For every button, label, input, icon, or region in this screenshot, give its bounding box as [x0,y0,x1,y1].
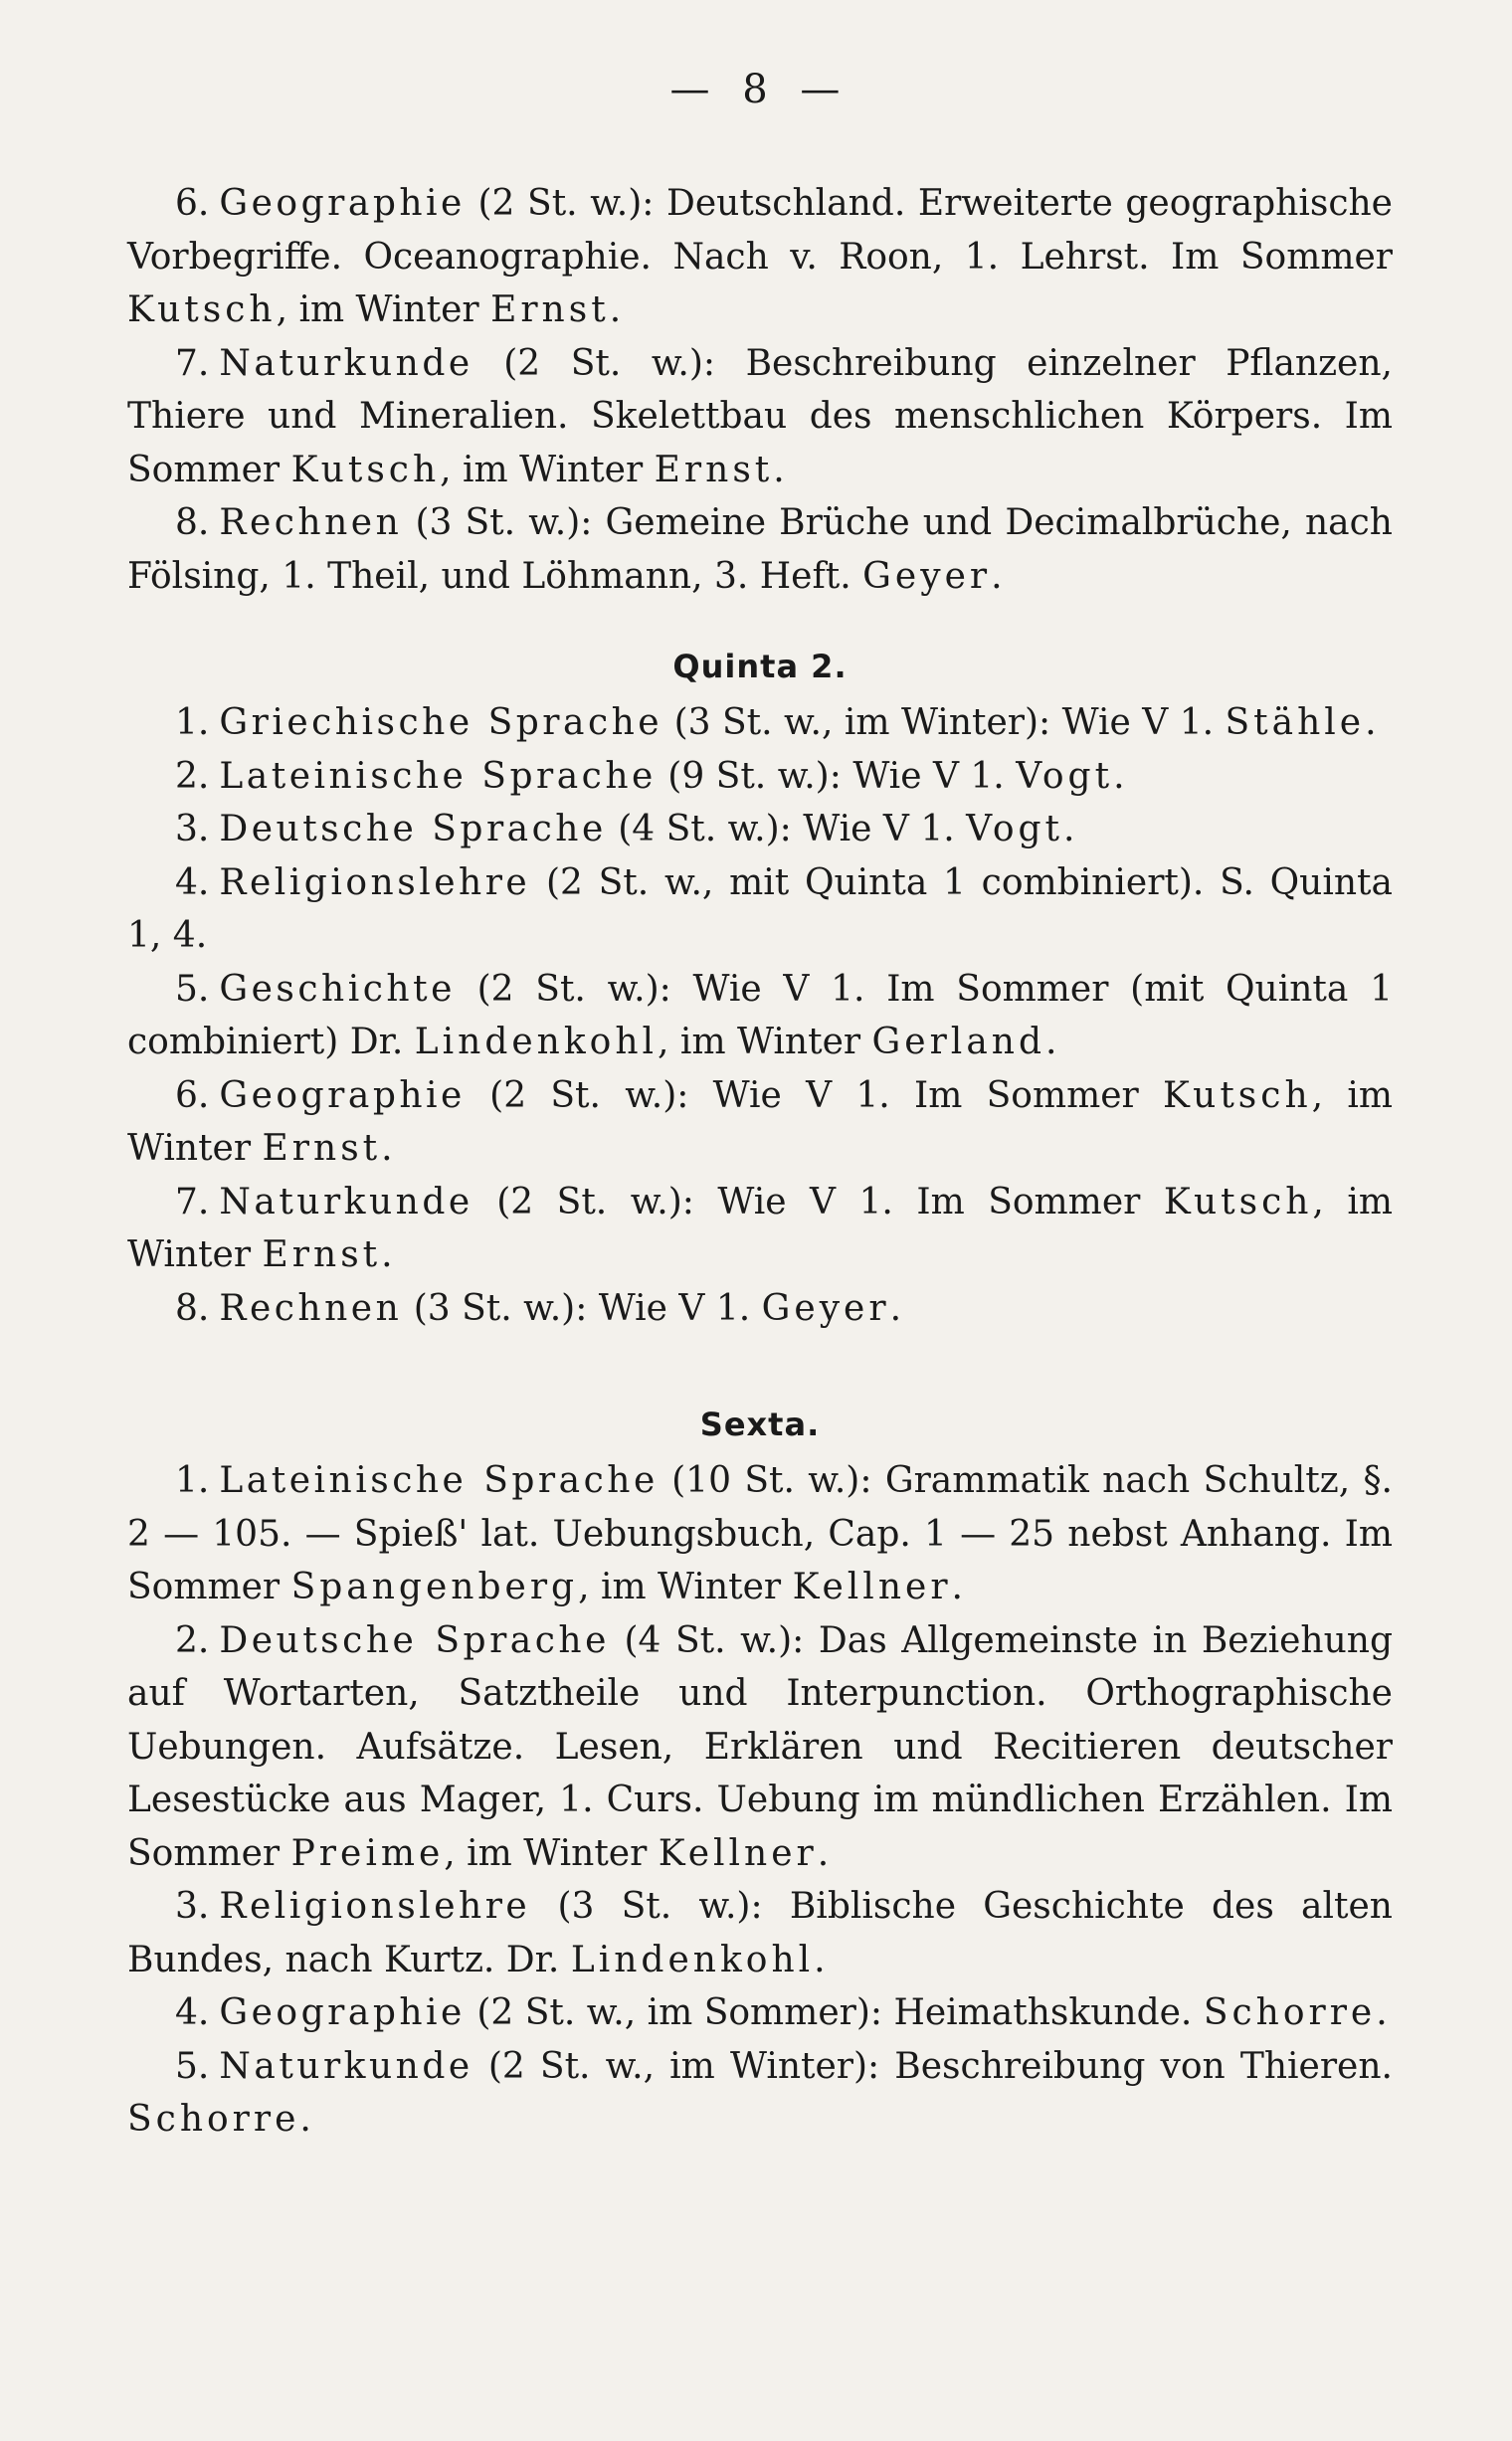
entry-number: 6. [175,183,210,224]
entry-subject: Naturkunde [219,2045,473,2087]
entry-subject: Naturkunde [219,1181,473,1222]
entry-paragraph [127,1880,1393,1986]
entry-end: . [889,1287,902,1329]
entry-text: Wie V 1. [852,755,1005,797]
entry-connector: , im Winter [127,1074,1393,1169]
entry-paragraph [127,1614,1393,1881]
entry-end: . [991,555,1003,597]
entry-paragraph [127,963,1393,1069]
entry-number: 4. [175,861,210,903]
teacher-name: Kutsch [1163,1074,1312,1116]
entry-number: 5. [175,2045,210,2087]
entry-text: Beschreibung einzelner Pflanzen, Thiere und Mineralien. Skelettbau des menschlichen Körpers. Im Sommer [127,342,1393,490]
entry-subject: Religionslehre [219,861,531,903]
entry-end: . [1365,702,1377,743]
entry-subject: Religionslehre [219,1886,531,1927]
entry-number: 1. [175,702,210,743]
entry-connector: , im Winter [578,1567,782,1607]
teacher-name: Preime [290,1832,445,1874]
entry-text: Wie V 1. [803,809,955,849]
entry-connector: , im Winter [127,1181,1394,1275]
teacher-name: Spangenberg [290,1567,579,1607]
entry-number: 7. [175,1181,210,1222]
entry-hours: (3 St. w.): [415,502,593,543]
entry-number: 6. [175,1074,210,1116]
entry-number: 5. [175,968,210,1010]
entry-paragraph [127,1176,1393,1282]
entry-paragraph [127,337,1393,497]
teacher-name: Ernst [490,289,610,330]
entry-text: Beschreibung von Thieren. [894,2045,1393,2087]
entry-hours: (3 St. w., im Winter): [673,702,1051,743]
entry-text: Das Allgemeinste in Beziehung auf Wortarten, Satztheile und Interpunction. Orthographische Uebungen. Aufsätze. Lesen, Erklären und Recitieren deutscher Lesestücke aus Mager, 1. Curs. Uebung im mündlichen Erzählen. Im Sommer [127,1619,1393,1874]
entry-text: Wie V 1. [598,1287,751,1329]
entry-subject: Geographie [219,1992,466,2033]
entry-hours: (3 St. w.): [557,1886,763,1927]
section-sexta [127,1454,1393,2147]
entry-text: Wie V 1. Im Sommer (mit Quinta 1 combiniert) Dr. [127,968,1393,1062]
teacher-name: Kutsch [127,289,277,330]
entry-number: 8. [175,1287,210,1329]
entry-paragraph [127,1454,1393,1614]
entry-hours: (4 St. w.): [624,1619,805,1661]
teacher-name: Geyer [761,1287,890,1329]
teacher-name: Lindenkohl [414,1022,659,1062]
entry-subject: Geographie [219,1074,466,1116]
entry-number: 7. [175,342,210,384]
entry-hours: (2 St. w.): [477,183,655,224]
entry-subject: Rechnen [219,1287,403,1329]
teacher-name: Lindenkohl [570,1939,815,1980]
entry-number: 3. [175,809,210,849]
teacher-name: Geyer [862,555,992,597]
entry-subject: Geographie [219,183,466,224]
teacher-name: Schorre [127,2099,300,2140]
heading-sexta: Sexta. [699,1406,821,1443]
entry-paragraph [127,696,1393,750]
entry-hours: (2 St. w.): [496,1181,694,1222]
entry-text: Wie V 1. Im Sommer [712,1074,1139,1116]
entry-text: Wie V 1. Im Sommer [717,1181,1141,1222]
entry-text: Gemeine Brüche und Decimalbrüche, nach Fölsing, 1. Theil, und Löhmann, 3. Heft. [127,502,1393,597]
teacher-name: Kellner [658,1832,818,1874]
entry-hours: (2 St. w.): [503,342,716,384]
entry-hours: (3 St. w.): [413,1287,588,1329]
entry-subject: Griechische Sprache [219,702,663,743]
entry-paragraph [127,177,1393,337]
page-number: — 8 — [669,67,850,112]
entry-end: . [1063,809,1075,849]
entry-connector: , im Winter [444,1832,648,1874]
teacher-name: Ernst [654,449,774,490]
entry-paragraph [127,1069,1393,1176]
teacher-name: Gerland [871,1022,1046,1062]
entry-hours: (2 St. w., im Winter): [487,2045,880,2087]
entry-text: Grammatik nach Schultz, §. 2 — 105. — Spieß' lat. Uebungsbuch, Cap. 1 — 25 nebst Anhang. Im Sommer [127,1460,1393,1607]
entry-end: . [817,1832,830,1874]
teacher-name: Vogt [966,809,1064,849]
entry-paragraph [127,1282,1393,1336]
entry-subject: Lateinische Sprache [219,1460,659,1501]
section-top [127,177,1393,603]
entry-end: . [951,1567,963,1607]
entry-end: . [299,2099,311,2140]
teacher-name: Ernst [262,1128,382,1169]
entry-number: 8. [175,502,210,543]
entry-connector: , im Winter [276,289,479,330]
teacher-name: Vogt [1016,755,1114,797]
entry-subject: Deutsche Sprache [219,1619,610,1661]
entry-text: Biblische Geschichte des alten Bundes, nach Kurtz. Dr. [127,1886,1393,1980]
entry-paragraph [127,803,1393,856]
entry-number: 2. [175,1619,210,1661]
entry-number: 1. [175,1460,210,1501]
entry-subject: Lateinische Sprache [219,755,657,797]
entry-subject: Deutsche Sprache [219,809,607,849]
entry-connector: , im Winter [658,1022,861,1062]
entry-subject: Rechnen [219,502,403,543]
section-quinta-2 [127,696,1393,1335]
entry-paragraph [127,2040,1393,2147]
entry-connector: , im Winter [440,449,644,490]
entry-end: . [773,449,785,490]
teacher-name: Stähle [1225,702,1366,743]
entry-end: . [1045,1022,1057,1062]
teacher-name: Kutsch [1163,1181,1313,1222]
entry-paragraph [127,1986,1393,2040]
entry-paragraph [127,750,1393,804]
entry-end: . [814,1939,826,1980]
entry-end: . [381,1234,393,1275]
entry-paragraph [127,856,1393,963]
entry-end: . [381,1128,393,1169]
entry-number: 4. [175,1992,210,2033]
entry-end: . [1113,755,1125,797]
teacher-name: Schorre [1203,1992,1377,2033]
entry-hours: (4 St. w.): [618,809,792,849]
entry-text: Deutschland. Erweiterte geographische Vorbegriffe. Oceanographie. Nach v. Roon, 1. Lehrst. Im Sommer [127,183,1393,278]
entry-hours: (2 St. w., mit Quinta 1 combiniert). [545,861,1205,903]
entry-end: . [609,289,622,330]
teacher-name: Kellner [792,1567,952,1607]
entry-hours: (2 St. w.): [489,1074,689,1116]
heading-quinta-2: Quinta 2. [672,648,848,685]
teacher-name: Ernst [262,1234,382,1275]
entry-subject: Naturkunde [219,342,473,384]
teacher-name: Kutsch [290,449,441,490]
entry-end: . [1376,1992,1388,2033]
entry-text: S. Quinta 1, 4. [127,861,1393,956]
entry-text: Heimathskunde. [893,1992,1193,2033]
entry-hours: (2 St. w.): [476,968,671,1010]
entry-paragraph [127,496,1393,603]
entry-subject: Geschichte [219,968,456,1010]
entry-text: Wie V 1. [1061,702,1215,743]
entry-number: 3. [175,1886,210,1927]
entry-hours: (2 St. w., im Sommer): [476,1992,882,2033]
entry-hours: (10 St. w.): [671,1460,872,1501]
entry-number: 2. [175,755,210,797]
entry-hours: (9 St. w.): [667,755,842,797]
